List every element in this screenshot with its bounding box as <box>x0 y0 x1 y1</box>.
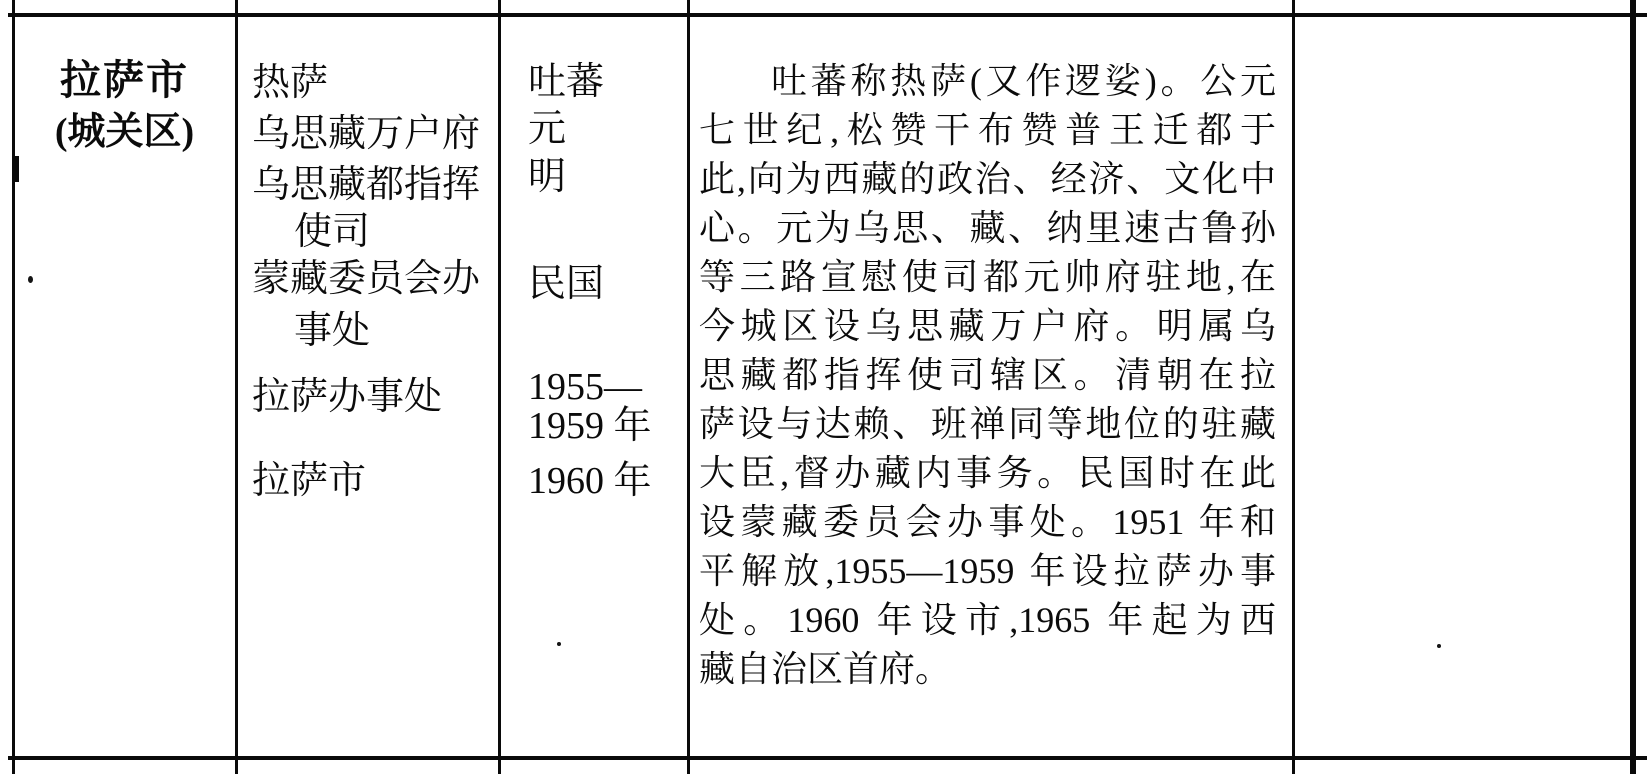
period-line: 吐蕃 <box>528 61 605 103</box>
description-line: 萨设与达赖、班禅同等地位的驻藏 <box>699 404 1276 444</box>
description-line: 此,向为西藏的政治、经济、文化中 <box>699 159 1276 199</box>
cell-place <box>13 57 236 153</box>
scan-speck <box>28 276 33 283</box>
description-line: 吐蕃称热萨(又作逻娑)。公元 <box>771 61 1276 101</box>
period-line: 民国 <box>528 263 605 305</box>
description-line: 藏自治区首府。 <box>699 649 952 689</box>
table-border-right <box>1630 0 1636 774</box>
table-row-bottom-line <box>8 756 1647 760</box>
description-line: 设蒙藏委员会办事处。1951 年和 <box>699 502 1276 542</box>
description-line: 等三路宣慰使司都元帅府驻地,在 <box>699 257 1276 297</box>
scan-speck <box>557 642 561 646</box>
description-line: 大臣,督办藏内事务。民国时在此 <box>699 453 1276 493</box>
period-line: 明 <box>528 156 567 198</box>
cell-notes-empty <box>1295 17 1630 756</box>
table-divider-period-description <box>687 0 690 774</box>
description-line: 心。元为乌思、藏、纳里速古鲁孙 <box>699 208 1276 248</box>
historic-name-line-wrap: 事处 <box>294 310 371 352</box>
historic-name-line: 乌思藏万户府 <box>252 113 481 155</box>
period-line: 1955— <box>528 366 642 408</box>
historic-name-line: 拉萨办事处 <box>252 376 443 418</box>
scan-blotch <box>12 156 19 182</box>
historic-name-line-wrap: 使司 <box>294 211 371 253</box>
historic-name-line: 拉萨市 <box>252 460 367 502</box>
place-name: 拉萨市 <box>60 57 189 103</box>
description-line: 思藏都指挥使司辖区。清朝在拉 <box>699 355 1276 395</box>
description-line: 七世纪,松赞干布赞普王迁都于 <box>699 110 1276 150</box>
period-line: 元 <box>528 108 567 150</box>
place-parenthetical: (城关区) <box>54 111 195 153</box>
period-line: 1959 年 <box>528 405 652 447</box>
historic-name-line: 蒙藏委员会办 <box>252 258 481 300</box>
scan-speck <box>1437 644 1441 648</box>
historic-name-line: 热萨 <box>252 62 329 104</box>
historic-name-line: 乌思藏都指挥 <box>252 164 481 206</box>
table-divider-names-period <box>498 0 501 774</box>
description-line: 平解放,1955—1959 年设拉萨办事 <box>699 551 1276 591</box>
description-line: 处。1960 年设市,1965 年起为西 <box>699 600 1276 640</box>
description-line: 今城区设乌思藏万户府。明属乌 <box>699 306 1276 346</box>
period-line: 1960 年 <box>528 460 652 502</box>
